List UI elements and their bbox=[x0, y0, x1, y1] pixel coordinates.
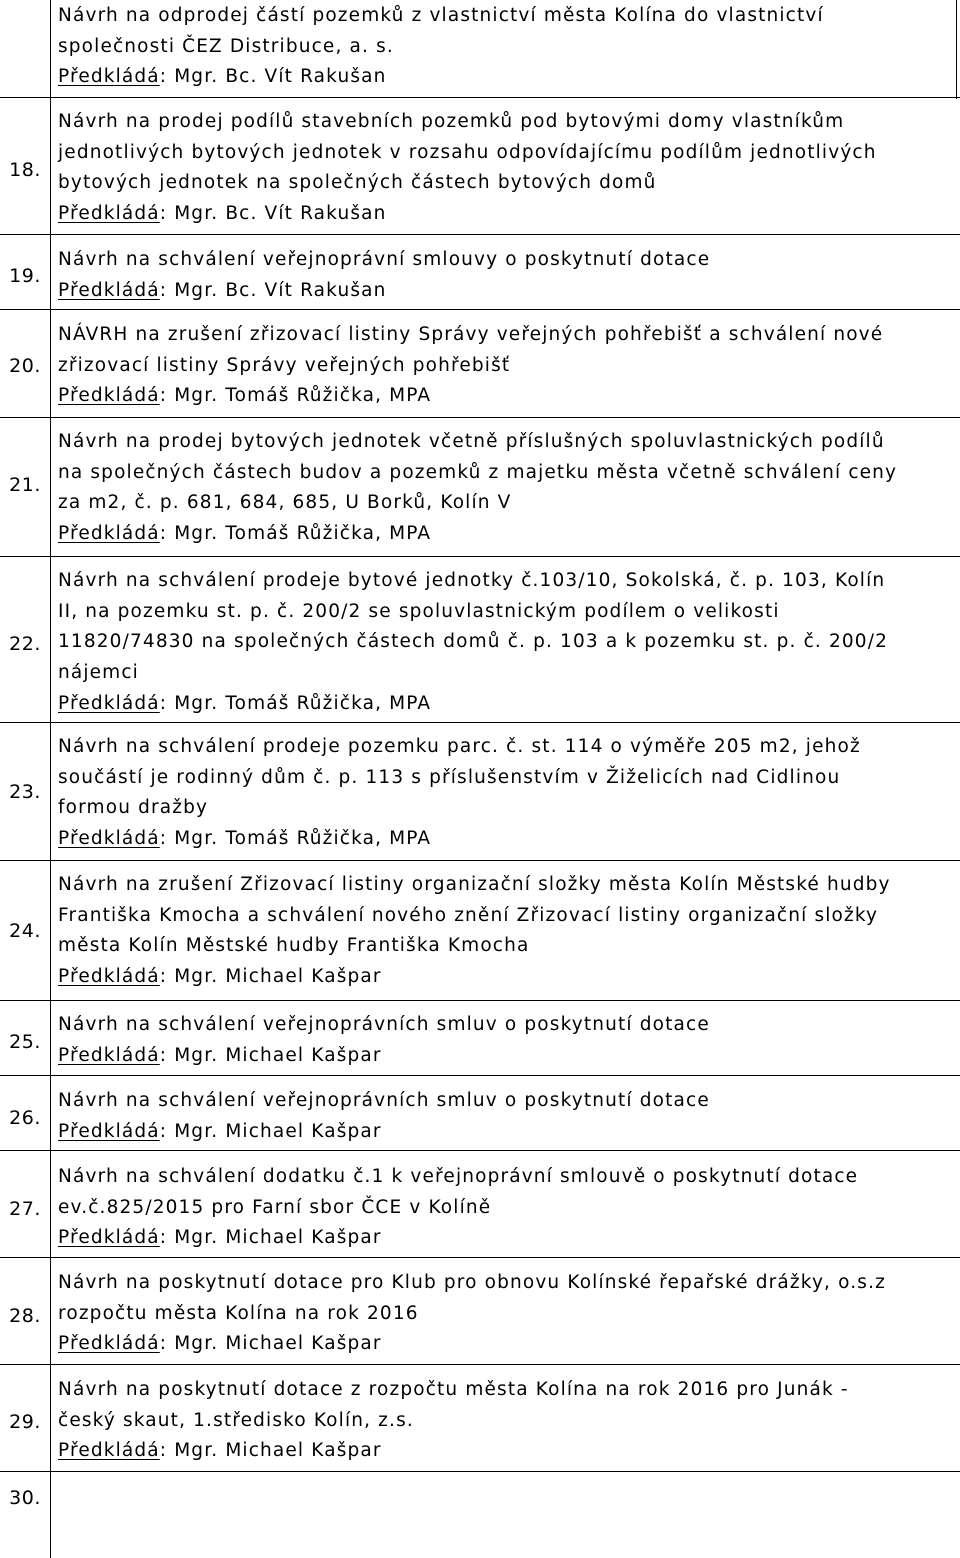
presenter-line bbox=[58, 276, 953, 307]
agenda-item-number: 27. bbox=[9, 1198, 41, 1220]
presenter-name: : Mgr. Michael Kašpar bbox=[159, 1044, 382, 1066]
agenda-item bbox=[58, 1162, 953, 1254]
row-divider bbox=[0, 1000, 960, 1001]
presenter-name: : Mgr. Tomáš Růžička, MPA bbox=[159, 523, 432, 545]
agenda-item-number: 21. bbox=[9, 474, 41, 496]
agenda-item-title-line: nájemci bbox=[58, 662, 139, 684]
agenda-item bbox=[58, 1086, 953, 1147]
row-divider bbox=[0, 860, 960, 861]
presenter-line bbox=[58, 199, 953, 230]
agenda-item-title-line: na společných částech budov a pozemků z majetku města včetně schválení ceny bbox=[58, 461, 898, 483]
column-divider bbox=[956, 0, 957, 99]
presenter-line bbox=[58, 962, 953, 993]
presenter-line bbox=[58, 689, 953, 720]
row-divider bbox=[0, 309, 960, 310]
presenter-line bbox=[58, 1117, 953, 1148]
presenter-line bbox=[58, 62, 953, 93]
presenter-label: Předkládá bbox=[58, 66, 160, 88]
agenda-item-title-line: zřizovací listiny Správy veřejných pohřebišť bbox=[58, 354, 511, 376]
presenter-line bbox=[58, 1223, 953, 1254]
row-divider bbox=[0, 556, 960, 557]
agenda-item bbox=[58, 1268, 953, 1360]
agenda-item-number: 18. bbox=[9, 159, 41, 181]
agenda-item-title-line: formou dražby bbox=[58, 797, 209, 819]
row-divider bbox=[0, 1075, 960, 1076]
agenda-item-title-line: za m2, č. p. 681, 684, 685, U Borků, Kolín V bbox=[58, 492, 512, 514]
agenda-item-number: 29. bbox=[9, 1411, 41, 1433]
presenter-label: Předkládá bbox=[58, 692, 160, 714]
presenter-name: : Mgr. Michael Kašpar bbox=[159, 966, 382, 988]
agenda-item-title-line: Návrh na zrušení Zřizovací listiny organizační složky města Kolín Městské hudby bbox=[58, 874, 891, 895]
presenter-label: Předkládá bbox=[58, 279, 160, 301]
presenter-name: : Mgr. Tomáš Růžička, MPA bbox=[159, 385, 432, 407]
presenter-line bbox=[58, 824, 953, 855]
row-divider bbox=[0, 1257, 960, 1258]
presenter-label: Předkládá bbox=[58, 1440, 160, 1462]
presenter-name: : Mgr. Michael Kašpar bbox=[159, 1120, 382, 1142]
agenda-item bbox=[58, 1, 953, 93]
agenda-item-title-line: Návrh na schválení dodatku č.1 k veřejnoprávní smlouvě o poskytnutí dotace bbox=[58, 1166, 859, 1187]
agenda-item-title-line: Návrh na odprodej částí pozemků z vlastnictví města Kolína do vlastnictví bbox=[58, 5, 824, 26]
agenda-item-title-line: ev.č.825/2015 pro Farní sbor ČCE v Kolíně bbox=[58, 1196, 492, 1218]
presenter-label: Předkládá bbox=[58, 385, 160, 407]
agenda-item-title-line: Františka Kmocha a schválení nového znění Zřizovací listiny organizační složky bbox=[58, 904, 879, 926]
agenda-item-number: 20. bbox=[9, 355, 41, 377]
agenda-item-title-line: rozpočtu města Kolína na rok 2016 bbox=[58, 1302, 419, 1324]
agenda-item-number: 28. bbox=[9, 1305, 41, 1327]
agenda-item bbox=[58, 870, 953, 993]
row-divider bbox=[0, 1471, 960, 1472]
agenda-item bbox=[58, 245, 953, 306]
agenda-item-number: 26. bbox=[9, 1107, 41, 1129]
row-divider bbox=[0, 722, 960, 723]
row-divider bbox=[0, 1150, 960, 1151]
agenda-item-title-line: český skaut, 1.středisko Kolín, z.s. bbox=[58, 1409, 414, 1431]
agenda-item-title-line: Návrh na prodej bytových jednotek včetně příslušných spoluvlastnických podílů bbox=[58, 431, 885, 452]
presenter-line bbox=[58, 1436, 953, 1467]
presenter-name: : Mgr. Michael Kašpar bbox=[159, 1227, 382, 1249]
agenda-item-title-line: společnosti ČEZ Distribuce, a. s. bbox=[58, 35, 394, 57]
presenter-name: : Mgr. Tomáš Růžička, MPA bbox=[159, 828, 432, 850]
presenter-label: Předkládá bbox=[58, 1227, 160, 1249]
presenter-label: Předkládá bbox=[58, 1044, 160, 1066]
presenter-label: Předkládá bbox=[58, 523, 160, 545]
presenter-label: Předkládá bbox=[58, 1333, 160, 1355]
agenda-item-title-line: Návrh na poskytnutí dotace pro Klub pro obnovu Kolínské řepařské drážky, o.s.z bbox=[58, 1272, 886, 1293]
presenter-label: Předkládá bbox=[58, 828, 160, 850]
agenda-item-title-line: Návrh na prodej podílů stavebních pozemků pod bytovými domy vlastníkům bbox=[58, 111, 845, 132]
agenda-item-number: 30. bbox=[9, 1487, 41, 1509]
agenda-item-title-line: bytových jednotek na společných částech bytových domů bbox=[58, 172, 657, 194]
agenda-item-title-line: Návrh na schválení prodeje bytové jednotky č.103/10, Sokolská, č. p. 103, Kolín bbox=[58, 570, 886, 591]
agenda-item-title-line: 11820/74830 na společných částech domů č. p. 103 a k pozemku st. p. č. 200/2 bbox=[58, 631, 889, 653]
presenter-line bbox=[58, 1041, 953, 1072]
presenter-name: : Mgr. Michael Kašpar bbox=[159, 1440, 382, 1462]
agenda-item-title-line: Návrh na schválení prodeje pozemku parc. č. st. 114 o výměře 205 m2, jehož bbox=[58, 736, 861, 757]
presenter-label: Předkládá bbox=[58, 966, 160, 988]
agenda-item bbox=[58, 107, 953, 230]
presenter-line bbox=[58, 381, 953, 412]
agenda-item-title-line: Návrh na schválení veřejnoprávní smlouvy o poskytnutí dotace bbox=[58, 249, 711, 270]
presenter-name: : Mgr. Michael Kašpar bbox=[159, 1333, 382, 1355]
row-divider bbox=[0, 97, 960, 98]
presenter-line bbox=[58, 519, 953, 550]
agenda-item-number: 19. bbox=[9, 265, 41, 287]
agenda-item bbox=[58, 1010, 953, 1071]
agenda-item-title-line: NÁVRH na zrušení zřizovací listiny Správy veřejných pohřebišť a schválení nové bbox=[58, 324, 884, 345]
agenda-item-title-line: Návrh na schválení veřejnoprávních smluv o poskytnutí dotace bbox=[58, 1014, 710, 1035]
row-divider bbox=[0, 1364, 960, 1365]
agenda-item bbox=[58, 320, 953, 412]
agenda-item-number: 23. bbox=[9, 781, 41, 803]
agenda-item-number: 22. bbox=[9, 633, 41, 655]
agenda-item bbox=[58, 427, 953, 550]
agenda-item-title-line: města Kolín Městské hudby Františka Kmocha bbox=[58, 935, 530, 957]
presenter-name: : Mgr. Bc. Vít Rakušan bbox=[159, 203, 387, 225]
presenter-name: : Mgr. Bc. Vít Rakušan bbox=[159, 66, 387, 88]
agenda-item-number: 25. bbox=[9, 1031, 41, 1053]
agenda-item-title-line: Návrh na schválení veřejnoprávních smluv o poskytnutí dotace bbox=[58, 1090, 710, 1111]
agenda-item bbox=[58, 1375, 953, 1467]
row-divider bbox=[0, 417, 960, 418]
agenda-item-title-line: jednotlivých bytových jednotek v rozsahu odpovídajícímu podílům jednotlivých bbox=[58, 141, 877, 163]
presenter-label: Předkládá bbox=[58, 1120, 160, 1142]
agenda-item-title-line: II, na pozemku st. p. č. 200/2 se spoluvlastnickým podílem o velikosti bbox=[58, 600, 780, 622]
row-divider bbox=[0, 234, 960, 235]
presenter-name: : Mgr. Bc. Vít Rakušan bbox=[159, 279, 387, 301]
agenda-item-number: 24. bbox=[9, 920, 41, 942]
presenter-line bbox=[58, 1329, 953, 1360]
agenda-item bbox=[58, 732, 953, 855]
agenda-item-title-line: Návrh na poskytnutí dotace z rozpočtu města Kolína na rok 2016 pro Junák - bbox=[58, 1379, 849, 1400]
presenter-name: : Mgr. Tomáš Růžička, MPA bbox=[159, 692, 432, 714]
presenter-label: Předkládá bbox=[58, 203, 160, 225]
agenda-item bbox=[58, 566, 953, 720]
agenda-item-title-line: součástí je rodinný dům č. p. 113 s příslušenstvím v Žiželicích nad Cidlinou bbox=[58, 766, 841, 788]
